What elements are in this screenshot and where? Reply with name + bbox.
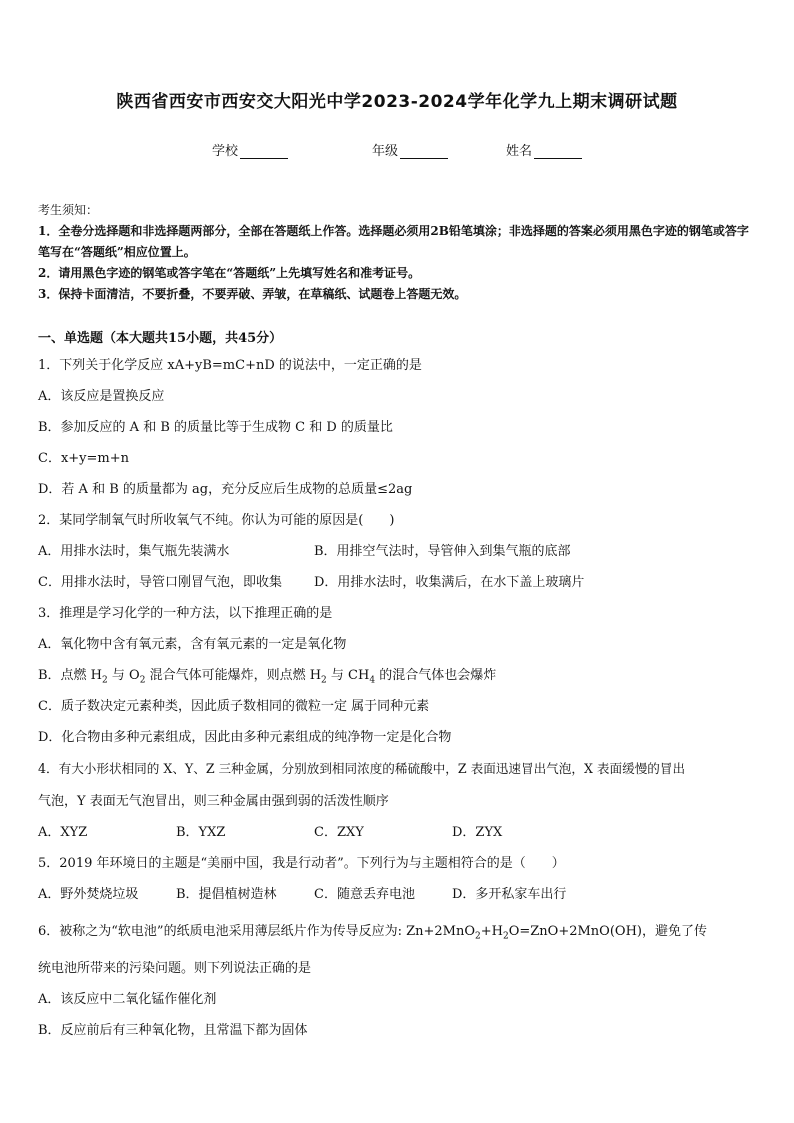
q2-stem: 2．某同学制氧气时所收氧气不纯。你认为可能的原因是( ) [38, 513, 395, 528]
q4-option-c[interactable]: C．ZXY [314, 825, 364, 840]
equation-part: Zn+2MnO [406, 924, 476, 939]
school-blank[interactable] [240, 146, 288, 159]
q3-option-d[interactable]: D．化合物由多种元素组成，因此由多种元素组成的纯净物一定是化合物 [38, 730, 452, 745]
q3-b-text: 混合气体可能爆炸，则点燃 H [145, 668, 322, 683]
q5-option-c[interactable]: C．随意丢弃电池 [314, 887, 415, 902]
section-heading: 一、单选题（本大题共15小题，共45分） [38, 331, 283, 346]
q2-option-d[interactable]: D．用排水法时，收集满后，在水下盖上玻璃片 [314, 575, 585, 590]
q4-option-b[interactable]: B．YXZ [176, 825, 226, 840]
q1-option-c[interactable]: C．x+y=m+n [38, 451, 130, 466]
q3-option-c[interactable]: C．质子数决定元素种类，因此质子数相同的微粒一定 属于同种元素 [38, 699, 430, 714]
name-blank[interactable] [534, 146, 582, 159]
q3-b-text: 的混合气体也会爆炸 [375, 668, 497, 683]
subscript: 2 [502, 931, 509, 942]
q6-option-a[interactable]: A．该反应中二氧化锰作催化剂 [38, 992, 217, 1007]
q1-stem: 1．下列关于化学反应 xA+yB=mC+nD 的说法中，一定正确的是 [38, 358, 422, 373]
chemical-equation [406, 924, 642, 942]
q6-stem-text: 6．被称之为“软电池”的纸质电池采用薄层纸片作为传导反应为: [38, 924, 402, 939]
q3-b-text: 与 O [107, 668, 140, 683]
subscript: 2 [139, 675, 146, 686]
q4-option-a[interactable]: A．XYZ [38, 825, 88, 840]
q5-option-d[interactable]: D．多开私家车出行 [452, 887, 567, 902]
subscript: 2 [102, 675, 108, 686]
q1-option-a[interactable]: A．该反应是置换反应 [38, 389, 165, 404]
name-field [506, 140, 582, 159]
grade-label: 年级 [372, 144, 399, 159]
exam-notice [38, 200, 758, 305]
q2-option-b[interactable]: B．用排空气法时，导管伸入到集气瓶的底部 [314, 544, 571, 559]
q3-stem: 3．推理是学习化学的一种方法，以下推理正确的是 [38, 606, 333, 621]
notice-item: 1．全卷分选择题和非选择题两部分，全部在答题纸上作答。选择题必须用2B铅笔填涂；非选择题的答案必须用黑色字迹的钢笔或答字笔写在“答题纸”相应位置上。 [38, 224, 749, 259]
q4-stem-line1: 4．有大小形状相同的 X、Y、Z 三种金属，分别放到相同浓度的稀硫酸中，Z 表面迅速冒出气泡，X 表面缓慢的冒出 [38, 761, 686, 776]
grade-field [372, 140, 448, 159]
school-field [212, 140, 288, 159]
q3-b-text: B．点燃 H [38, 668, 103, 683]
q1-option-b[interactable]: B．参加反应的 A 和 B 的质量比等于生成物 C 和 D 的质量比 [38, 420, 393, 435]
subscript: 4 [369, 675, 376, 686]
q3-option-b[interactable] [38, 664, 496, 686]
equation-part: O=ZnO+2MnO(OH) [508, 924, 642, 939]
q5-option-b[interactable]: B．提倡植树造林 [176, 887, 277, 902]
equation-part: +H [480, 924, 503, 939]
q1-option-d[interactable]: D．若 A 和 B 的质量都为 ag，充分反应后生成物的总质量≤2ag [38, 482, 413, 497]
q6-option-b[interactable]: B．反应前后有三种氧化物，且常温下都为固体 [38, 1023, 308, 1038]
q5-stem: 5．2019 年环境日的主题是“美丽中国，我是行动者”。下列行为与主题相符合的是（ ） [38, 856, 565, 871]
school-label: 学校 [212, 144, 239, 159]
subscript: 2 [475, 931, 481, 942]
q4-option-d[interactable]: D．ZYX [452, 825, 503, 840]
subscript: 2 [321, 675, 327, 686]
name-label: 姓名 [506, 144, 533, 159]
notice-item: 2．请用黑色字迹的钢笔或答字笔在“答题纸”上先填写姓名和准考证号。 [38, 266, 421, 280]
q6-stem-line1 [38, 920, 707, 942]
notice-heading: 考生须知： [38, 203, 99, 217]
q6-stem-line2: 统电池所带来的污染问题。则下列说法正确的是 [38, 961, 312, 976]
q3-option-a[interactable]: A．氧化物中含有氧元素，含有氧元素的一定是氧化物 [38, 637, 347, 652]
grade-blank[interactable] [400, 146, 448, 159]
q5-option-a[interactable]: A．野外焚烧垃圾 [38, 887, 139, 902]
q2-option-a[interactable]: A．用排水法时，集气瓶先装满水 [38, 544, 230, 559]
q4-stem-line2: 气泡，Y 表面无气泡冒出，则三种金属由强到弱的活泼性顺序 [38, 794, 389, 809]
page-title: 陕西省西安市西安交大阳光中学2023-2024学年化学九上期末调研试题 [116, 92, 678, 112]
q2-option-c[interactable]: C．用排水法时，导管口刚冒气泡，即收集 [38, 575, 282, 590]
notice-item: 3．保持卡面清洁，不要折叠，不要弄破、弄皱，在草稿纸、试题卷上答题无效。 [38, 287, 467, 301]
q6-stem-text: ，避免了传 [641, 924, 707, 939]
q3-b-text: 与 CH [326, 668, 370, 683]
